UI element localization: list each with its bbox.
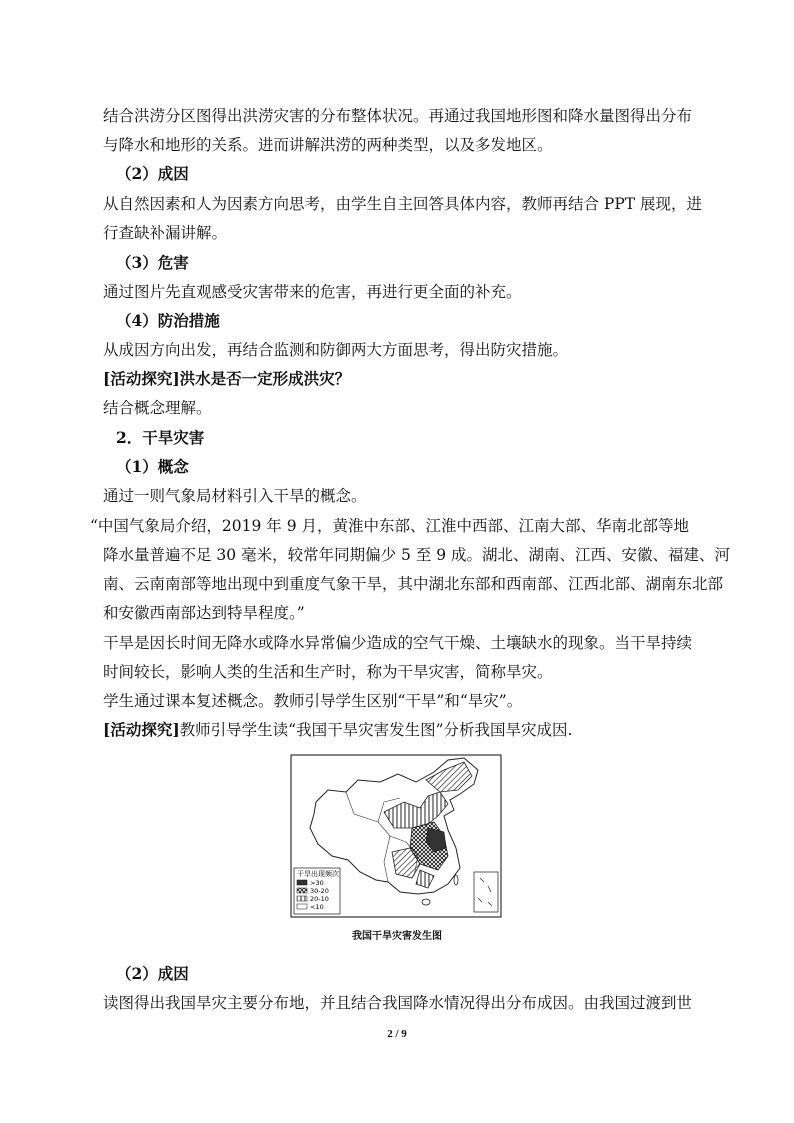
drought-map-figure — [288, 752, 506, 944]
legend-item-30-20: 30-20 — [310, 887, 329, 895]
activity-text: 教师引导学生读“我国干旱灾害发生图”分析我国旱灾成因. — [179, 721, 573, 739]
page-number: 2 / 9 — [387, 1028, 407, 1040]
hainan-island — [422, 899, 430, 905]
activity-heading: [活动探究]洪水是否一定形成洪灾？ — [103, 369, 351, 388]
paragraph-line: 从自然因素和人为因素方向思考，由学生自主回答具体内容，教师再结合 PPT 展现，进 — [103, 195, 703, 213]
quote-line: “中国气象局介绍，2019 年 9 月，黄淮中东部、江淮中西部、江南大部、华南北部等地 — [90, 517, 690, 535]
legend-item-gt30: >30 — [310, 879, 324, 887]
paragraph-line: 从成因方向出发，再结合监测和防御两大方面思考，得出防灾措施。 — [103, 341, 569, 359]
quote-line: 降水量普遍不足 30 毫米，较常年同期偏少 5 至 9 成。湖北、湖南、江西、安徽、福建、河 — [103, 546, 731, 564]
section-heading: （2）成因 — [116, 164, 189, 183]
section-heading: （1）概念 — [116, 457, 189, 476]
figure-caption: 我国干旱灾害发生图 — [352, 931, 442, 942]
section-heading: （4）防治措施 — [116, 311, 220, 330]
drought-map — [288, 752, 506, 922]
paragraph-line: 与降水和地形的关系。进而讲解洪涝的两种类型，以及多发地区。 — [103, 136, 553, 154]
paragraph-line: 通过图片先直观感受灾害带来的危害，再进行更全面的补充。 — [103, 283, 522, 301]
section-heading: （3）危害 — [116, 253, 189, 272]
map-legend — [294, 868, 340, 914]
paragraph-line: 结合洪涝分区图得出洪涝灾害的分布整体状况。再通过我国地形图和降水量图得出分布 — [103, 107, 693, 125]
quote-line: 和安徽西南部达到特旱程度。” — [103, 604, 305, 622]
activity-line — [103, 720, 723, 740]
paragraph-line: 行查缺补漏讲解。 — [103, 224, 228, 242]
paragraph-line: 读图得出我国旱灾主要分布地，并且结合我国降水情况得出分布成因。由我国过渡到世 — [103, 994, 693, 1012]
south-sea-inset — [474, 872, 498, 912]
quote-line: 南、云南南部等地出现中到重度气象干旱，其中湖北东部和西南部、江西北部、湖南东北部 — [103, 575, 724, 593]
taiwan-island — [454, 875, 458, 885]
legend-item-20-10: 20-10 — [310, 895, 329, 903]
section-heading: 2．干旱灾害 — [116, 428, 205, 447]
activity-tag: [活动探究] — [103, 720, 180, 739]
paragraph-line: 学生通过课本复述概念。教师引导学生区别“干旱”和“旱灾”。 — [103, 692, 523, 710]
paragraph-line: 时间较长，影响人类的生活和生产时，称为干旱灾害，简称旱灾。 — [103, 663, 553, 681]
section-heading: （2）成因 — [116, 964, 189, 983]
legend-title: 干旱出现频次 — [297, 870, 339, 878]
paragraph-line: 通过一则气象局材料引入干旱的概念。 — [103, 487, 367, 505]
paragraph-line: 干旱是因长时间无降水或降水异常偏少造成的空气干燥、土壤缺水的现象。当干旱持续 — [103, 634, 693, 652]
legend-item-lt10: <10 — [310, 903, 324, 911]
paragraph-line: 结合概念理解。 — [103, 399, 212, 417]
